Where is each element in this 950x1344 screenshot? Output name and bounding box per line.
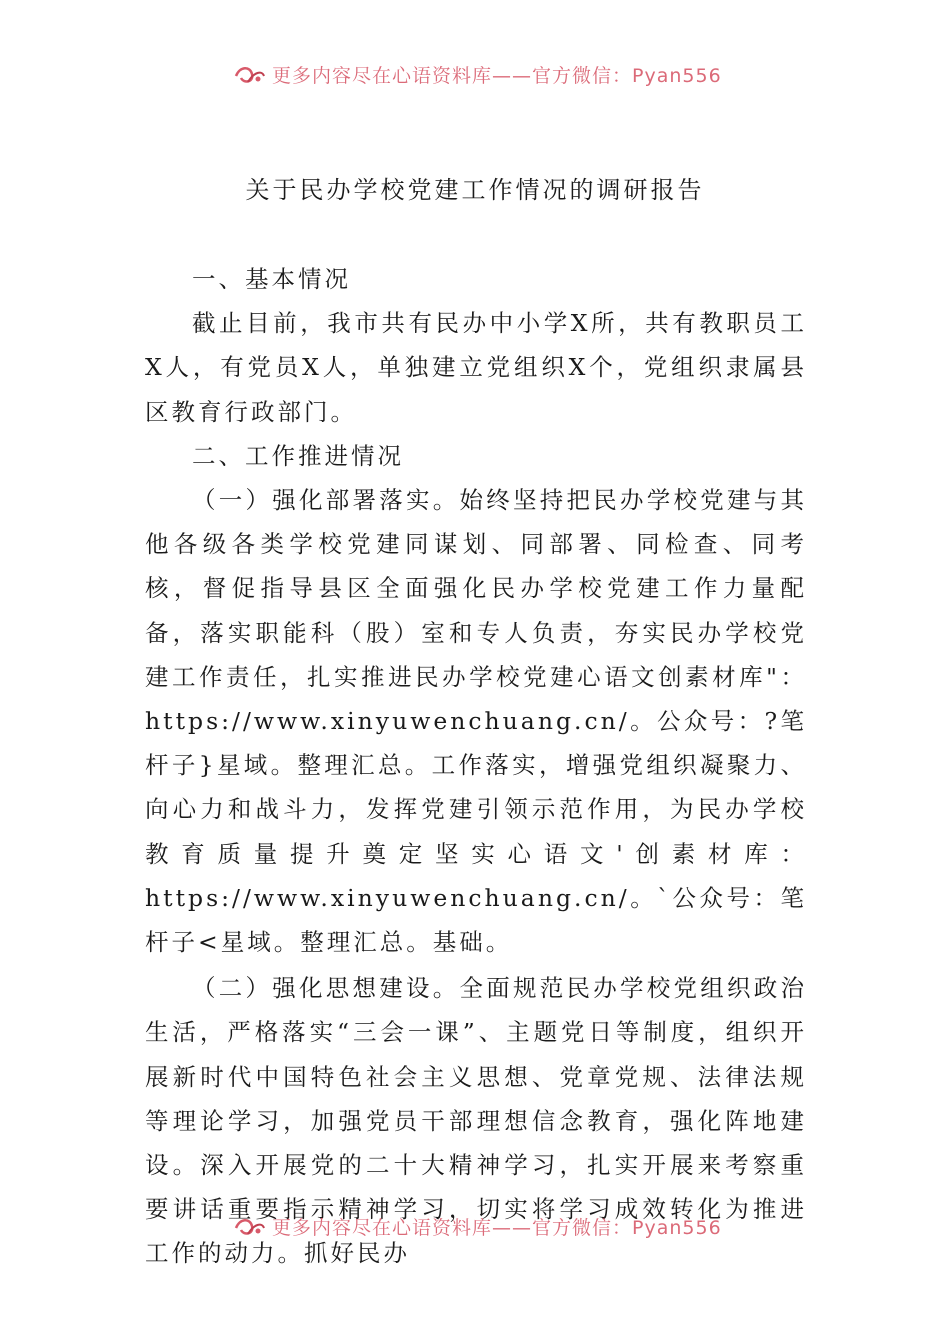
watermark-logo-icon <box>232 1216 266 1238</box>
footer-watermark <box>0 1208 950 1238</box>
body-paragraph: （二）强化思想建设。全面规范民办学校党组织政治生活，严格落实“三会一课”、主题党日等制度，组织开展新时代中国特色社会主义思想、党章党规、法律法规等理论学习，加强党员干部理想信念教育，强化阵地建设。深入开展党的二十大精神学习，扎实开展来考察重要讲话重要指示精神学习，切实将学习成效转化为推进工作的动力。抓好民办 <box>145 974 807 1268</box>
watermark-text: 更多内容尽在心语资料库——官方微信：Pyan556 <box>272 65 722 86</box>
document-title: 关于民办学校党建工作情况的调研报告 <box>245 176 705 204</box>
watermark-text: 更多内容尽在心语资料库——官方微信：Pyan556 <box>272 1217 722 1238</box>
header-watermark <box>0 56 950 86</box>
document-body <box>145 257 807 1276</box>
body-paragraph: 截止目前，我市共有民办中小学X所，共有教职员工X人，有党员X人，单独建立党组织X个，党组织隶属县区教育行政部门。 <box>145 309 807 426</box>
body-paragraph: （一）强化部署落实。始终坚持把民办学校党建与其他各级各类学校党建同谋划、同部署、同检查、同考核，督促指导县区全面强化民办学校党建工作力量配备，落实职能科（股）室和专人负责，夯实民办学校党建工作责任，扎实推进民办学校党建心语文创素材库"：https://www.xinyuwenchuang.cn/。公众号：?笔杆子}星域。整理汇总。工作落实，增强党组织凝聚力、向心力和战斗力，发挥党建引领示范作用，为民办学校教育质量提升奠定坚实心语文'创素材库：https://www.xinyuwenchuang.cn/。`公众号：笔杆子<星域。整理汇总。基础。 <box>145 486 807 957</box>
section-heading: 一、基本情况 <box>192 265 351 293</box>
watermark-logo-icon <box>232 64 266 86</box>
section-heading: 二、工作推进情况 <box>192 441 404 470</box>
